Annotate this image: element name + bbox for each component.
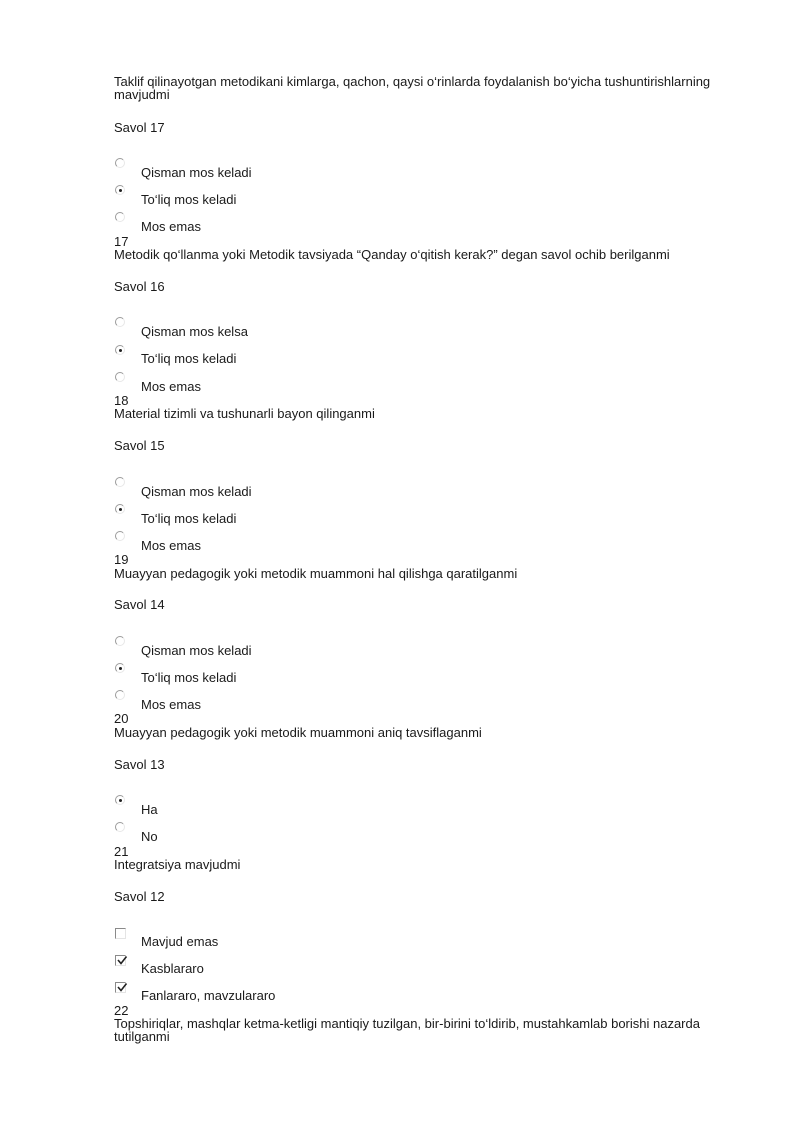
question-text: Metodik qo‘llanma yoki Metodik tavsiyada “Qanday o‘qitish kerak?” degan savol ochib berilganmi xyxy=(114,247,670,262)
option-label: To‘liq mos keladi xyxy=(141,670,237,685)
option-label: To‘liq mos keladi xyxy=(141,192,237,207)
radio-option-2[interactable] xyxy=(115,185,125,195)
radio-option-3[interactable] xyxy=(115,531,125,541)
radio-option-1[interactable] xyxy=(115,636,125,646)
checkbox-option-3[interactable] xyxy=(115,982,126,993)
option-label: To‘liq mos keladi xyxy=(141,511,237,526)
option-label: Ha xyxy=(141,802,158,817)
question-number: 21 xyxy=(114,844,129,859)
radio-option-2[interactable] xyxy=(115,822,125,832)
question-text: Muayyan pedagogik yoki metodik muammoni aniq tavsiflaganmi xyxy=(114,725,482,740)
savol-heading: Savol 12 xyxy=(114,889,165,904)
question-text: Material tizimli va tushunarli bayon qilinganmi xyxy=(114,406,375,421)
option-label: Qisman mos keladi xyxy=(141,643,252,658)
checkbox-option-2[interactable] xyxy=(115,955,126,966)
radio-option-1[interactable] xyxy=(115,795,125,805)
radio-option-3[interactable] xyxy=(115,212,125,222)
savol-heading: Savol 14 xyxy=(114,597,165,612)
option-label: Mavjud emas xyxy=(141,934,219,949)
question-number: 18 xyxy=(114,393,129,408)
radio-option-1[interactable] xyxy=(115,158,125,168)
question-text: Topshiriqlar, mashqlar ketma-ketligi mantiqiy tuzilgan, bir-birini to‘ldirib, mustahkamlab borishi nazarda tutilganmi xyxy=(114,1016,700,1044)
savol-heading: Savol 16 xyxy=(114,279,165,294)
question-number: 22 xyxy=(114,1003,129,1018)
option-label: Mos emas xyxy=(141,379,201,394)
radio-option-3[interactable] xyxy=(115,372,125,382)
option-label: Mos emas xyxy=(141,219,201,234)
option-label: Kasblararo xyxy=(141,961,204,976)
option-label: Fanlararo, mavzulararo xyxy=(141,988,276,1003)
question-number: 17 xyxy=(114,234,129,249)
intro-question: Taklif qilinayotgan metodikani kimlarga, qachon, qaysi o‘rinlarda foydalanish bo‘yicha tushuntirishlarning mavjudmi xyxy=(114,74,711,102)
checkbox-option-1[interactable] xyxy=(115,928,126,939)
savol-heading: Savol 17 xyxy=(114,120,165,135)
option-label: Mos emas xyxy=(141,697,201,712)
savol-heading: Savol 13 xyxy=(114,757,165,772)
option-label: No xyxy=(141,829,158,844)
option-label: Qisman mos kelsa xyxy=(141,324,248,339)
radio-option-1[interactable] xyxy=(115,477,125,487)
option-label: Qisman mos keladi xyxy=(141,484,252,499)
option-label: Mos emas xyxy=(141,538,201,553)
question-number: 20 xyxy=(114,711,129,726)
option-label: To‘liq mos keladi xyxy=(141,351,237,366)
savol-heading: Savol 15 xyxy=(114,438,165,453)
radio-option-1[interactable] xyxy=(115,317,125,327)
checkmark-icon xyxy=(116,955,128,967)
question-text: Integratsiya mavjudmi xyxy=(114,857,241,872)
checkmark-icon xyxy=(116,982,128,994)
option-label: Qisman mos keladi xyxy=(141,165,252,180)
radio-option-3[interactable] xyxy=(115,690,125,700)
radio-option-2[interactable] xyxy=(115,663,125,673)
radio-option-2[interactable] xyxy=(115,345,125,355)
question-number: 19 xyxy=(114,552,129,567)
radio-option-2[interactable] xyxy=(115,504,125,514)
question-text: Muayyan pedagogik yoki metodik muammoni hal qilishga qaratilganmi xyxy=(114,566,518,581)
